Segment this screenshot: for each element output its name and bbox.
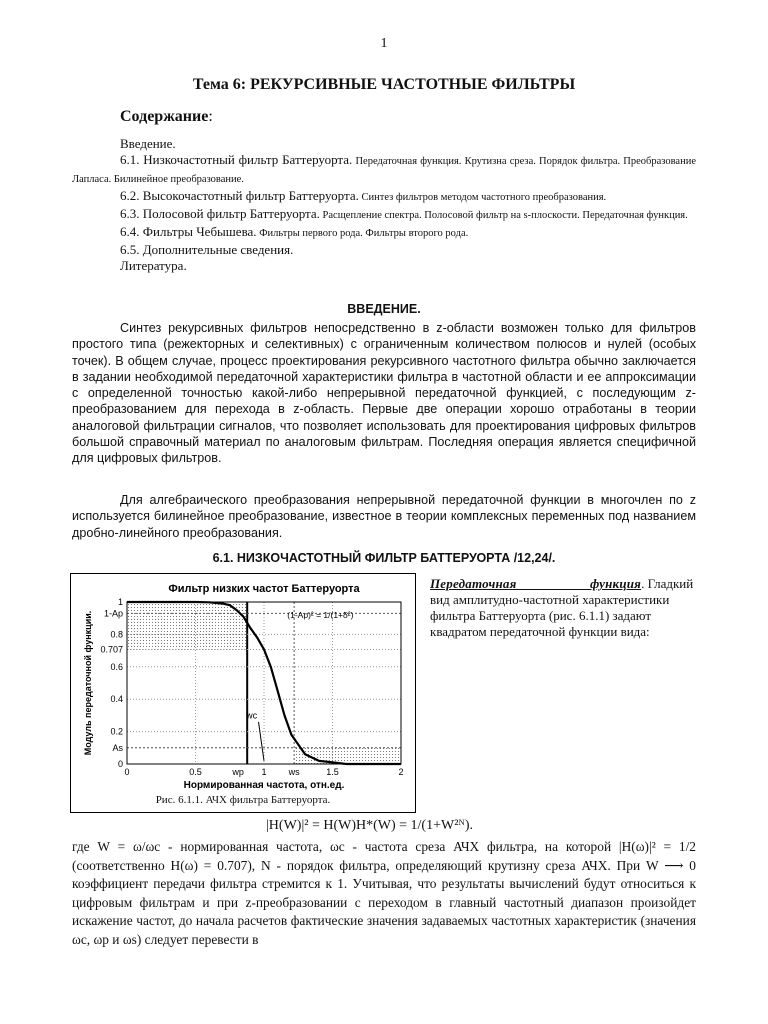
toc-heading: Содержание: xyxy=(120,108,213,125)
y-tick-label: 0.8 xyxy=(110,629,123,640)
toc-item: 6.5. Дополнительные сведения. xyxy=(120,242,294,257)
intro-paragraph-1: Синтез рекурсивных фильтров непосредственно в z-области возможен только для фильтров простого типа (режекторных и селективных) с ограниченным количеством полюсов и нулей (особых точек). В общем случае, процесс проектирования рекурсивного частотного фильтра обычно заключается в задании необходимой передаточной характеристики фильтра в частотной области и ее аппроксимации с определенной точностью какой-либо непрерывной передаточной функцией, с последующим z-преобразованием для перехода в z-область. Первые две операции хорошо отработаны в теории аналоговой фильтрации сигналов, что позволяет использовать для проектирования цифровых фильтров большой справочный материал по аналоговым фильтрам. Последняя операция является специфичной для цифровых фильтров. xyxy=(72,321,696,466)
y-tick-label: 1 xyxy=(117,597,123,607)
x-axis-label: Нормированная частота, отн.ед. xyxy=(183,780,345,791)
toc-item: Введение. xyxy=(120,136,176,151)
y-axis-label: Модуль передаточной функции. xyxy=(83,610,93,756)
page-number: 1 xyxy=(380,36,388,51)
y-tick-label: As xyxy=(112,742,123,753)
wp-label: wp xyxy=(232,767,244,777)
paragraph-after-formula: где W = ω/ωc - нормированная частота, ωc - частота среза АЧХ фильтра, на которой |H(ω)|² = 1/2 (соответственно H(ω) = 0.707), N - порядок фильтра, определяющий крутизну среза АЧХ. При W ⟶ 0 коэффициент передачи фильтра стремится к 1. Учитывая, что результаты вычислений будут относиться к цифровым фильтрам и при z-преобразовании с переходом в главный частотный диапазон произойдет искажение частот, до начала расчетов фактические значения задаваемых частотных характеристик (значения ωc, ωp и ωs) следует перевести в xyxy=(72,839,696,947)
figure-6-1-1 xyxy=(70,573,416,813)
transfer-formula: |H(W)|² = H(W)H*(W) = 1/(1+W²ᴺ). xyxy=(266,818,474,833)
toc-item: 6.2. Высокочастотный фильтр Баттеруорта. Синтез фильтров методом частотного преобразования. xyxy=(120,188,607,203)
chart-title: Фильтр низких частот Баттеруорта xyxy=(168,583,360,595)
toc-list xyxy=(72,136,696,274)
y-tick-label: 0.707 xyxy=(100,644,123,655)
side-title: Передаточная функция xyxy=(430,576,642,591)
wc-label: wc xyxy=(246,710,258,721)
section-heading: 6.1. НИЗКОЧАСТОТНЫЙ ФИЛЬТР БАТТЕРУОРТА /12,24/. xyxy=(212,551,556,565)
y-tick-label: 0.2 xyxy=(110,726,123,737)
intro-heading: ВВЕДЕНИЕ. xyxy=(347,302,421,316)
y-tick-label: 0 xyxy=(117,759,123,769)
toc-item: 6.4. Фильтры Чебышева. Фильтры первого рода. Фильтры второго рода. xyxy=(120,224,469,239)
toc-item: 6.1. Низкочастотный фильтр Баттеруорта. Передаточная функция. Крутизна среза. Порядок фильтра. Преобразование Лапласа. Билинейное преобразование. xyxy=(72,152,696,185)
figure-caption: Рис. 6.1.1. АЧХ фильтра Баттеруорта. xyxy=(155,794,331,806)
x-tick-label: 1.5 xyxy=(326,767,339,777)
butterworth-chart xyxy=(71,574,415,794)
side-paragraph: . Гладкий вид амплитудно-частотной характеристики фильтра Баттеруорта (рис. 6.1.1) задают квадратом передаточной функции вида: xyxy=(430,576,694,639)
annotation: (1-Ap)² = 1/(1+δ²) xyxy=(287,610,354,621)
passband-region xyxy=(127,613,246,649)
x-tick-label: 0.5 xyxy=(189,767,202,777)
y-tick-label: 0.6 xyxy=(110,661,123,672)
wp-line xyxy=(246,602,248,764)
passband-region xyxy=(127,602,246,613)
toc-item: Литература. xyxy=(120,258,187,273)
y-tick-label: 0.4 xyxy=(110,694,123,705)
x-tick-label: 2 xyxy=(398,767,404,777)
ws-label: ws xyxy=(288,767,300,777)
wc-arrow xyxy=(259,722,264,761)
x-tick-label: 0 xyxy=(124,767,130,777)
intro-paragraph-2: Для алгебраического преобразования непрерывной передаточной функции в многочлен по z используется билинейное преобразование, известное в теории комплексных переменных под названием дробно-линейного преобразования. xyxy=(72,493,696,540)
toc-item: 6.3. Полосовой фильтр Баттеруорта. Расщепление спектра. Полосовой фильтр на s-плоскости. Передаточная функция. xyxy=(120,206,688,221)
x-tick-label: 1 xyxy=(261,767,267,777)
y-tick-label: 1-Ap xyxy=(103,608,123,619)
side-text xyxy=(430,576,698,640)
page-title: Тема 6: РЕКУРСИВНЫЕ ЧАСТОТНЫЕ ФИЛЬТРЫ xyxy=(192,76,576,93)
